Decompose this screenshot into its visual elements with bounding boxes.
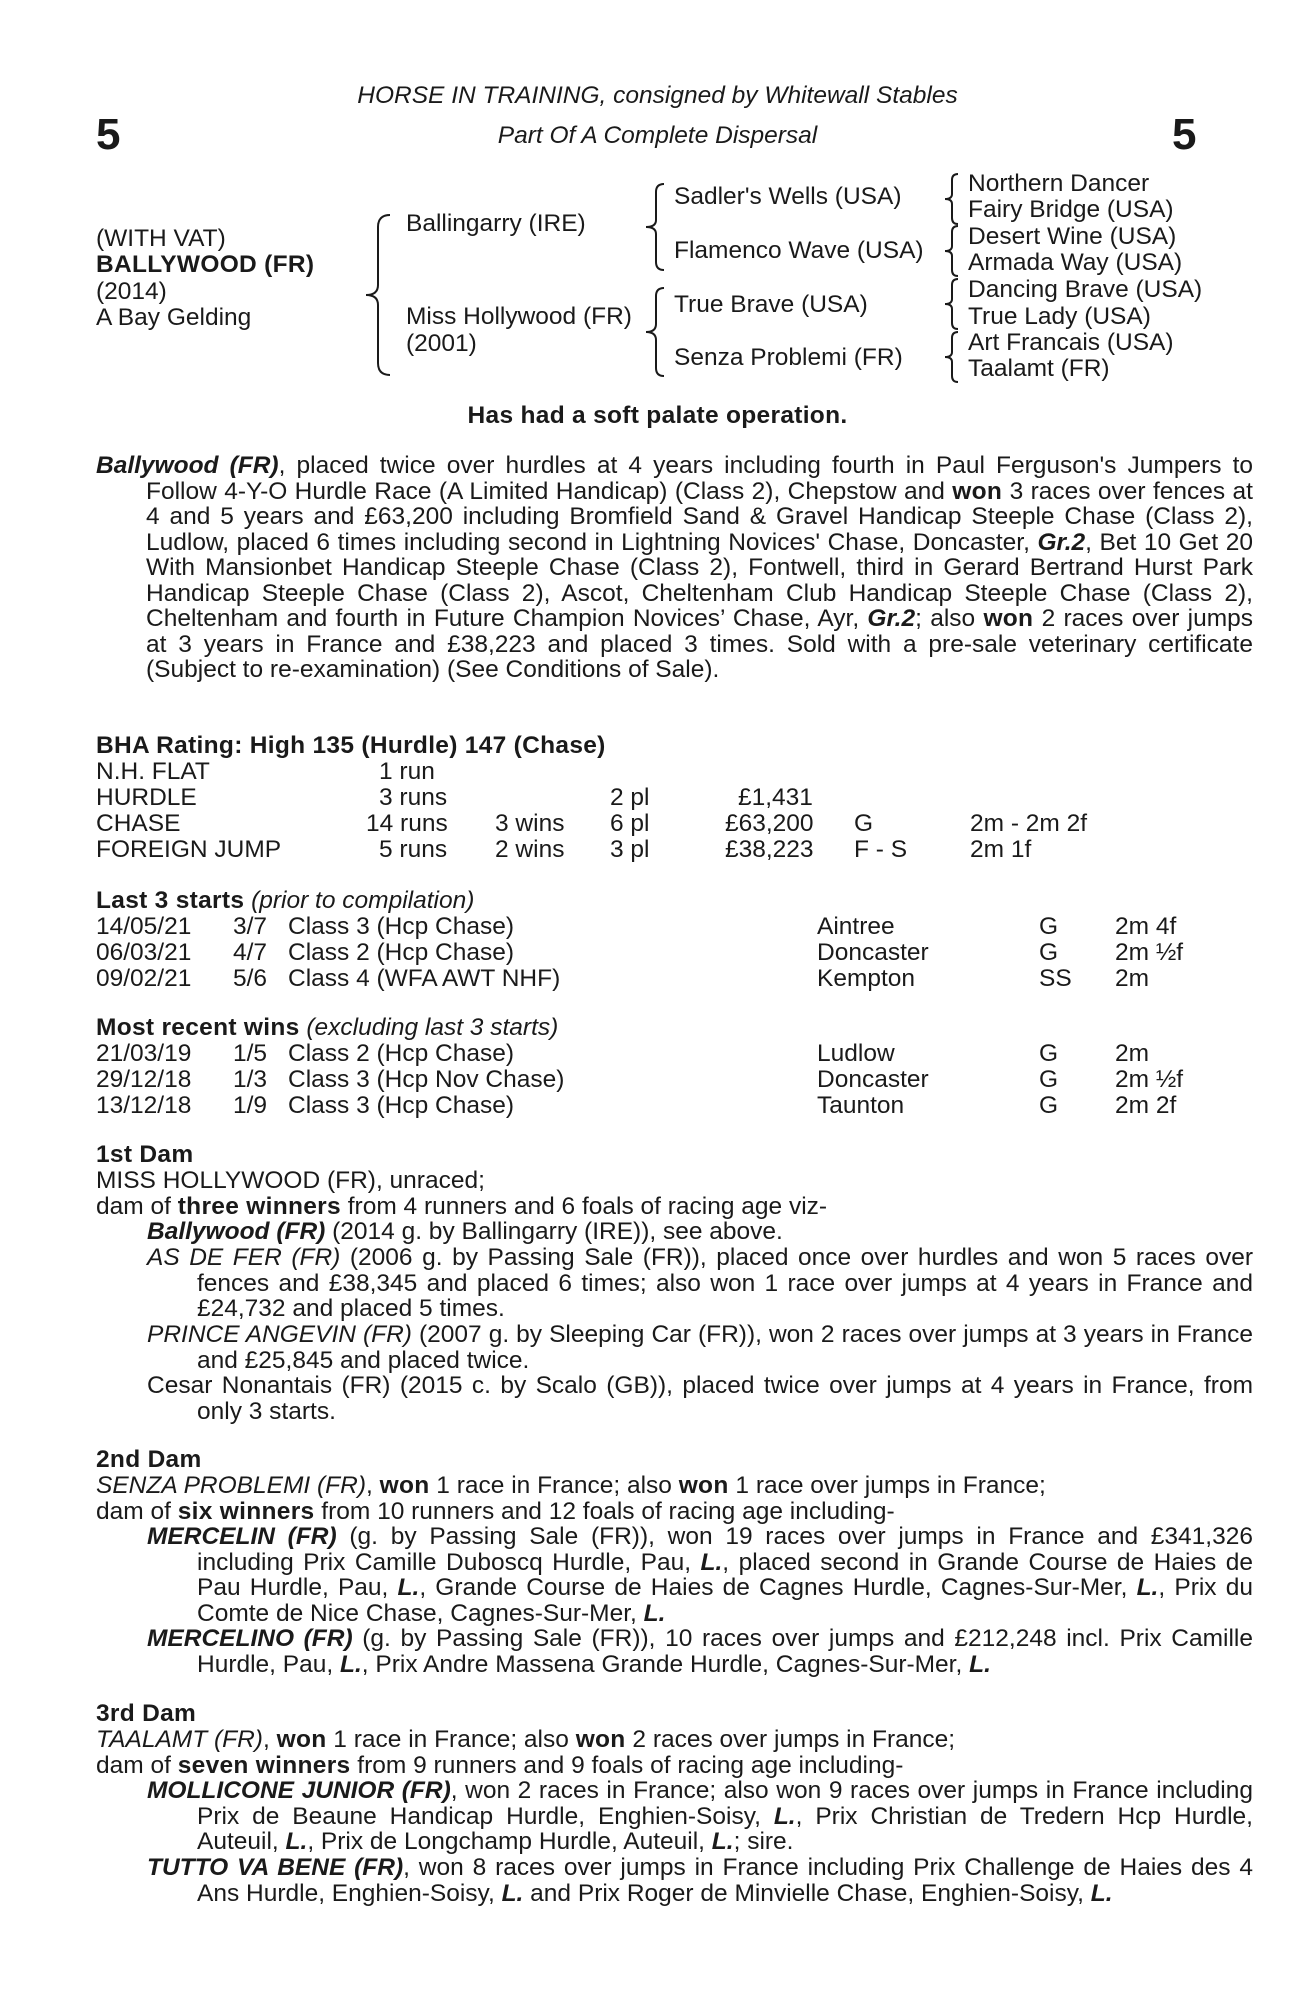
winners-count: seven winners (177, 1752, 351, 1779)
dam-text: dam of (96, 1752, 178, 1779)
race-class: Class 4 (WFA AWT NHF) (288, 965, 561, 992)
offspring-text: , won 2 races in France; also won 9 races over jumps in France including Prix de Beaune Handicap Hurdle, Enghien-Soisy, (197, 1777, 1253, 1830)
record-runs: 1 run (379, 758, 435, 785)
record-distance: 2m - 2m 2f (970, 810, 1088, 837)
surgery-note: Has had a soft palate operation. (467, 402, 848, 429)
offspring-entry (147, 1322, 1253, 1373)
first-dam-summary (96, 1193, 827, 1221)
offspring-entry (147, 1524, 1253, 1626)
record-prize: £63,200 (725, 810, 814, 837)
record-category: N.H. FLAT (96, 758, 210, 785)
race-class: Class 3 (Hcp Nov Chase) (288, 1066, 565, 1093)
table-row (96, 1066, 1196, 1092)
race-course: Doncaster (817, 939, 929, 966)
record-wins: 3 wins (495, 810, 565, 837)
won-highlight: won (276, 1726, 327, 1753)
record-distance: 2m 1f (970, 836, 1032, 863)
first-dam-line: MISS HOLLYWOOD (FR), unraced; (96, 1167, 485, 1194)
dam-text: dam of (96, 1498, 178, 1525)
race-going: G (1039, 1040, 1059, 1067)
offspring-entry (147, 1219, 1253, 1245)
table-row (96, 836, 1196, 862)
dam-text: from 10 runners and 12 foals of racing age including- (314, 1498, 895, 1525)
page-title: HORSE IN TRAINING, consigned by Whitewall Stables (357, 82, 958, 109)
race-class: Class 3 (Hcp Chase) (288, 1092, 515, 1119)
dam-text: , (262, 1726, 277, 1753)
race-class: Class 2 (Hcp Chase) (288, 1040, 515, 1067)
race-course: Taunton (817, 1092, 905, 1119)
record-placed: 2 pl (610, 784, 650, 811)
record-category: CHASE (96, 810, 181, 837)
offspring-text: , won 8 races over jumps in France including Prix Challenge de Haies des 4 Ans Hurdle, Enghien-Soisy, (197, 1854, 1254, 1907)
pedigree-brace-dam (640, 286, 670, 378)
pedigree-sire-dam: Flamenco Wave (USA) (674, 237, 924, 264)
dam-text: 1 race in France; also (429, 1472, 679, 1499)
offspring-text: Cesar Nonantais (FR) (2015 c. by Scalo (GB)), placed twice over jumps at 4 years in France, from only 3 starts. (147, 1372, 1253, 1425)
summary-text: 3 races over fences at 4 and 5 years and £63,200 including Bromfield Sand & Gravel Handicap Steeple Chase (Class 2), Ludlow, placed 6 times including second in Lightning Novices' Chase, Doncaster, (146, 477, 1253, 556)
table-row (96, 965, 1196, 991)
dam-text: , (365, 1472, 380, 1499)
offspring-entry (147, 1778, 1253, 1855)
listed-badge: L. (397, 1574, 420, 1601)
offspring-entry (147, 1373, 1253, 1424)
race-distance: 2m 4f (1115, 913, 1177, 940)
race-position: 1/9 (233, 1092, 268, 1119)
race-distance: 2m (1115, 1040, 1150, 1067)
offspring-name: MOLLICONE JUNIOR (FR) (147, 1777, 451, 1804)
dam-text: 2 races over jumps in France; (625, 1726, 956, 1753)
offspring-text: (g. by Passing Sale (FR)), won 19 races over jumps in France and £341,326 including Prix Camille Duboscq Hurdle, Pau, (197, 1523, 1253, 1576)
listed-badge: L. (700, 1548, 723, 1576)
dam-text: 1 race over jumps in France; (728, 1472, 1046, 1499)
table-row (96, 784, 1196, 810)
table-row (96, 913, 1196, 939)
race-course: Aintree (817, 913, 895, 940)
horse-name: BALLYWOOD (FR) (96, 251, 315, 278)
grade-badge: Gr.2 (867, 605, 916, 632)
horse-description: A Bay Gelding (96, 304, 252, 331)
offspring-text: and Prix Roger de Minvielle Chase, Enghien-Soisy, (523, 1879, 1091, 1907)
offspring-name: MERCELIN (FR) (147, 1523, 337, 1550)
dam-text: 1 race in France; also (326, 1726, 576, 1753)
listed-badge: L. (340, 1650, 362, 1678)
offspring-name: TUTTO VA BENE (FR) (147, 1854, 404, 1881)
race-distance: 2m ½f (1115, 939, 1184, 966)
record-category: FOREIGN JUMP (96, 836, 282, 863)
pedigree-g4: Armada Way (USA) (968, 249, 1183, 276)
lot-number-left: 5 (96, 110, 121, 159)
dam-text: dam of (96, 1193, 178, 1220)
listed-badge: L. (501, 1879, 524, 1907)
race-class: Class 3 (Hcp Chase) (288, 913, 515, 940)
table-row (96, 939, 1196, 965)
race-date: 21/03/19 (96, 1040, 192, 1067)
winners-count: three winners (177, 1193, 341, 1220)
listed-badge: L. (285, 1828, 308, 1855)
race-going: G (1039, 1092, 1059, 1119)
record-placed: 6 pl (610, 810, 650, 837)
pedigree-dam-dam: Senza Problemi (FR) (674, 344, 903, 371)
lot-number-right: 5 (1172, 110, 1197, 159)
won-highlight: won (983, 605, 1034, 632)
record-runs: 14 runs (366, 810, 448, 837)
offspring-text: , Prix Christian de Tredern Hcp Hurdle, Auteuil, (197, 1802, 1253, 1855)
race-date: 09/02/21 (96, 965, 192, 992)
offspring-entry (147, 1245, 1253, 1322)
race-date: 06/03/21 (96, 939, 192, 966)
offspring-entry (147, 1626, 1253, 1677)
summary-text: , Bet 10 Get 20 With Mansionbet Handicap Steeple Chase (Class 2), Fontwell, third in Gerard Bertrand Hurst Park Handicap Steeple Chase (Class 2), Ascot, Cheltenham Club Handicap Steeple Chase (Class 2), Cheltenham and fourth in Future Champion Novices’ Chase, Ayr, (146, 528, 1253, 632)
record-runs: 3 runs (379, 784, 448, 811)
table-row (96, 810, 1196, 836)
offspring-text: ; sire. (733, 1828, 794, 1855)
summary-text: 2 races over jumps at 3 years in France and £38,223 and placed 3 times. Sold with a pre-sale veterinary certificate (Subject to re-examination) (See Conditions of Sale). (146, 605, 1254, 683)
pedigree-g7: Art Francais (USA) (968, 329, 1174, 356)
offspring-text: (g. by Passing Sale (FR)), 10 races over jumps and £212,248 incl. Prix Camille Hurdle, Pau, (197, 1625, 1253, 1678)
bha-rating: BHA Rating: High 135 (Hurdle) 147 (Chase) (96, 732, 606, 759)
table-row (96, 1092, 1196, 1118)
won-highlight: won (575, 1726, 626, 1753)
listed-badge: L. (643, 1599, 666, 1627)
table-row (96, 758, 1196, 784)
race-position: 3/7 (233, 913, 268, 940)
pedigree-brace-g1 (940, 172, 964, 226)
pedigree-g5: Dancing Brave (USA) (968, 276, 1203, 303)
record-going: G (854, 810, 874, 837)
section-heading: Most recent wins (96, 1014, 300, 1041)
pedigree-brace-main (360, 213, 400, 378)
listed-badge: L. (711, 1828, 734, 1855)
race-class: Class 2 (Hcp Chase) (288, 939, 515, 966)
race-position: 5/6 (233, 965, 268, 992)
third-dam-heading: 3rd Dam (96, 1700, 197, 1727)
won-highlight: won (678, 1472, 729, 1499)
won-highlight: won (952, 477, 1003, 505)
offspring-text: (2007 g. by Sleeping Car (FR)), won 2 races over jumps at 3 years in France and £25,845 and placed twice. (197, 1321, 1253, 1374)
offspring-text: (2006 g. by Passing Sale (FR)), placed once over hurdles and won 5 races over fences and £38,345 and placed 6 times; also won 1 race over jumps at 4 years in France and £24,732 and placed 5 times. (197, 1244, 1253, 1322)
pedigree-g3: Desert Wine (USA) (968, 223, 1177, 250)
pedigree-dam-year: (2001) (406, 330, 477, 357)
pedigree-g8: Taalamt (FR) (968, 355, 1110, 382)
horse-year: (2014) (96, 278, 167, 305)
pedigree-g2: Fairy Bridge (USA) (968, 196, 1174, 223)
horse-summary-name: Ballywood (FR) (96, 452, 279, 479)
section-qualifier: (excluding last 3 starts) (306, 1014, 559, 1041)
race-date: 29/12/18 (96, 1066, 192, 1093)
pedigree-brace-sire (640, 182, 670, 272)
race-course: Ludlow (817, 1040, 895, 1067)
pedigree-brace-g3 (940, 277, 964, 331)
pedigree-brace-g2 (940, 224, 964, 278)
race-course: Doncaster (817, 1066, 929, 1093)
offspring-text: , Grande Course de Haies de Cagnes Hurdle, Cagnes-Sur-Mer, (419, 1574, 1137, 1601)
race-going: SS (1039, 965, 1072, 992)
offspring-text: , Prix Andre Massena Grande Hurdle, Cagnes-Sur-Mer, (361, 1650, 970, 1678)
race-position: 1/3 (233, 1066, 268, 1093)
dam-name: SENZA PROBLEMI (FR) (96, 1472, 366, 1499)
pedigree-g1: Northern Dancer (968, 170, 1150, 197)
third-dam-line (96, 1726, 955, 1754)
record-runs: 5 runs (379, 836, 448, 863)
first-dam-heading: 1st Dam (96, 1141, 194, 1168)
dam-name: TAALAMT (FR) (96, 1726, 263, 1753)
record-placed: 3 pl (610, 836, 650, 863)
offspring-text: , placed second in Grande Course de Haies de Pau Hurdle, Pau, (197, 1548, 1254, 1601)
record-prize: £38,223 (725, 836, 814, 863)
summary-text: , placed twice over hurdles at 4 years including fourth in Paul Ferguson's Jumpers to Follow 4-Y-O Hurdle Race (A Limited Handicap) (Class 2), Chepstow and (146, 452, 1254, 505)
race-going: G (1039, 1066, 1059, 1093)
summary-text: ; also (915, 605, 984, 632)
recent-wins-heading (96, 1014, 558, 1042)
race-distance: 2m ½f (1115, 1066, 1184, 1093)
race-going: G (1039, 913, 1059, 940)
section-heading: Last 3 starts (96, 887, 245, 914)
listed-badge: L. (1136, 1574, 1159, 1601)
pedigree-sire: Ballingarry (IRE) (406, 210, 586, 237)
winners-count: six winners (177, 1498, 315, 1525)
offspring-name: MERCELINO (FR) (147, 1625, 353, 1652)
race-distance: 2m (1115, 965, 1150, 992)
record-prize: £1,431 (738, 784, 813, 811)
race-position: 4/7 (233, 939, 268, 966)
record-category: HURDLE (96, 784, 197, 811)
grade-badge: Gr.2 (1037, 528, 1086, 556)
pedigree-sire-sire: Sadler's Wells (USA) (674, 183, 902, 210)
race-date: 13/12/18 (96, 1092, 192, 1119)
offspring-text: , Prix de Longchamp Hurdle, Auteuil, (307, 1828, 712, 1855)
dam-text: from 9 runners and 9 foals of racing age including- (350, 1752, 904, 1779)
record-going: F - S (854, 836, 908, 863)
pedigree-brace-g4 (940, 330, 964, 384)
table-row (96, 1040, 1196, 1066)
listed-badge: L. (969, 1650, 991, 1678)
race-course: Kempton (817, 965, 916, 992)
second-dam-line (96, 1472, 1046, 1500)
second-dam-summary (96, 1498, 895, 1526)
dam-text: from 4 runners and 6 foals of racing age viz- (340, 1193, 828, 1220)
race-going: G (1039, 939, 1059, 966)
listed-badge: L. (1090, 1879, 1113, 1907)
race-distance: 2m 2f (1115, 1092, 1177, 1119)
second-dam-heading: 2nd Dam (96, 1446, 202, 1473)
section-qualifier: (prior to compilation) (251, 887, 475, 914)
offspring-name: AS DE FER (FR) (147, 1244, 341, 1271)
offspring-name: Ballywood (FR) (147, 1218, 326, 1245)
listed-badge: L. (773, 1802, 796, 1830)
won-highlight: won (379, 1472, 430, 1499)
pedigree-dam: Miss Hollywood (FR) (406, 303, 632, 330)
pedigree-dam-sire: True Brave (USA) (674, 291, 868, 318)
offspring-entry (147, 1855, 1253, 1906)
third-dam-summary (96, 1752, 903, 1780)
horse-summary (96, 453, 1253, 683)
record-wins: 2 wins (495, 836, 565, 863)
vat-label: (WITH VAT) (96, 225, 226, 252)
offspring-name: PRINCE ANGEVIN (FR) (147, 1321, 412, 1348)
offspring-text: , Prix du Comte de Nice Chase, Cagnes-Sur-Mer, (197, 1574, 1253, 1627)
race-date: 14/05/21 (96, 913, 192, 940)
offspring-text: (2014 g. by Ballingarry (IRE)), see above. (325, 1218, 783, 1245)
last-starts-heading (96, 887, 474, 915)
race-position: 1/5 (233, 1040, 268, 1067)
pedigree-g6: True Lady (USA) (968, 303, 1151, 330)
page-subtitle: Part Of A Complete Dispersal (497, 122, 818, 149)
